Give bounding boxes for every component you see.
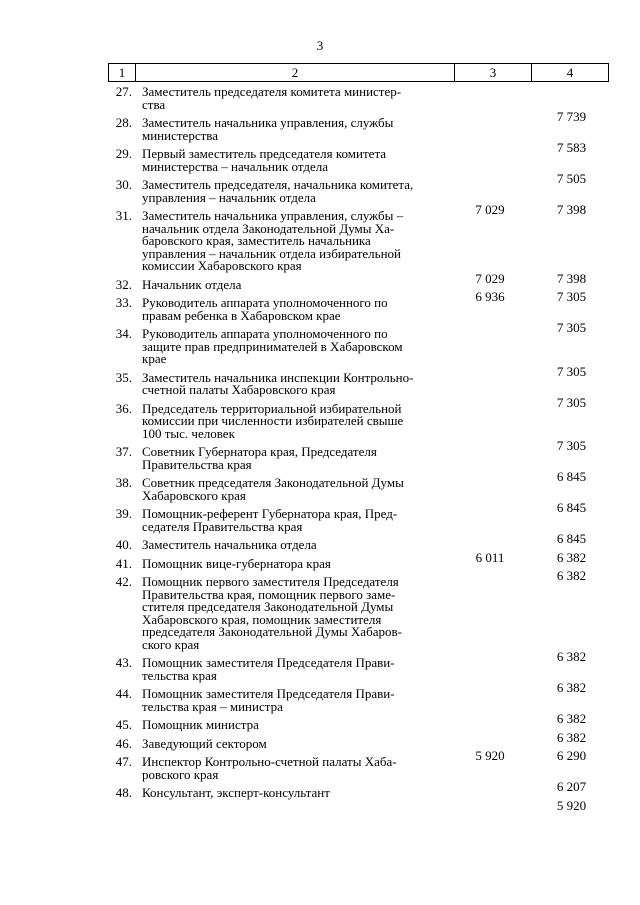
position-title: Заведующий сектором	[142, 735, 267, 751]
salary-column-4: 6 382	[556, 649, 587, 664]
position-title: Руководитель аппарата уполномоченного по правам ребенка в Хабаровском крае	[142, 295, 388, 323]
salary-column-4: 7 305	[556, 320, 587, 335]
row-number: 46.	[115, 735, 132, 751]
position-title: Первый заместитель председателя комитета министерства – начальник отдела	[142, 146, 387, 174]
position-title: Заместитель начальника инспекции Контрольно- счетной палаты Хабаровского края	[142, 369, 414, 397]
row-number: 36.	[115, 400, 132, 416]
salary-column-4: 6 382	[556, 711, 587, 726]
row-number: 45.	[115, 717, 132, 732]
salary-column-4: 7 305	[556, 438, 587, 453]
row-number: 43.	[115, 655, 132, 670]
column-header-3: 3	[455, 64, 532, 82]
row-number: 33.	[115, 295, 132, 310]
column-header-2: 2	[136, 64, 455, 82]
position-title: Помощник заместителя Председателя Прави- тельства края – министра	[142, 686, 395, 714]
row-number: 34.	[115, 326, 132, 341]
salary-column-4: 6 382	[556, 729, 587, 745]
position-title: Председатель территориальной избирательной комиссии при численности избирателей свыше 100 тыс. человек	[142, 400, 404, 441]
row-number: 27.	[115, 84, 132, 99]
salary-column-4: 5 920	[556, 797, 587, 813]
row-number: 42.	[115, 574, 132, 589]
salary-column-4: 7 505	[556, 171, 587, 186]
salary-column-4: 6 382	[556, 568, 587, 583]
salary-column-3: 6 011	[475, 549, 505, 565]
row-number: 40.	[115, 537, 132, 552]
column-header-4: 4	[532, 64, 609, 82]
salary-column-4: 7 583	[556, 140, 587, 155]
row-number: 35.	[115, 369, 132, 385]
salary-column-3: 6 936	[475, 289, 505, 304]
row-number: 31.	[115, 208, 132, 223]
position-title: Заместитель председателя, начальника комитета, управления – начальник отдела	[142, 177, 414, 205]
salary-column-4: 6 382	[556, 680, 587, 695]
row-number: 48.	[115, 785, 132, 800]
salary-column-4: 7 739	[556, 109, 587, 124]
position-title: Заместитель председателя комитета министер- ства	[142, 84, 402, 112]
salary-column-3: 5 920	[475, 748, 505, 763]
salary-column-4: 6 207	[556, 779, 587, 794]
row-number: 44.	[115, 686, 132, 701]
salary-column-4: 7 398	[556, 202, 587, 217]
position-title: Заместитель начальника управления, службы министерства	[142, 115, 394, 143]
position-title: Помощник заместителя Председателя Прави- тельства края	[142, 655, 395, 683]
salary-column-3: 7 029	[475, 202, 505, 217]
position-title: Помощник вице-губернатора края	[142, 555, 331, 571]
salary-column-4: 6 845	[556, 500, 587, 515]
column-header-row	[109, 64, 609, 82]
row-number: 41.	[115, 555, 132, 571]
salary-column-4: 6 290	[556, 748, 587, 763]
column-header-1: 1	[109, 64, 136, 82]
salary-column-3: 7 029	[475, 270, 505, 286]
row-number: 38.	[115, 475, 132, 490]
row-number: 47.	[115, 754, 132, 769]
position-title: Помощник-референт Губернатора края, Пред- седателя Правительства края	[142, 506, 398, 534]
row-number: 39.	[115, 506, 132, 521]
position-title: Инспектор Контрольно-счетной палаты Хаба- ровского края	[142, 754, 397, 782]
salary-column-4: 7 305	[556, 363, 587, 379]
salary-column-4: 6 845	[556, 531, 587, 546]
row-number: 28.	[115, 115, 132, 130]
column-header-table	[108, 63, 609, 82]
position-title: Заместитель начальника отдела	[142, 537, 317, 552]
row-number: 32.	[115, 276, 132, 292]
position-title: Помощник министра	[142, 717, 259, 732]
position-title: Помощник первого заместителя Председателя Правительства края, помощник первого заме- стителя председателя Законодательной Думы Хабаровского края, помощник заместителя председателя Законодательной Думы Хабаров- ского края	[142, 574, 402, 652]
salary-column-4: 6 382	[556, 549, 587, 565]
row-number: 30.	[115, 177, 132, 192]
page-number: 3	[316, 38, 324, 53]
salary-column-4: 7 398	[556, 270, 587, 286]
position-title: Советник Губернатора края, Председателя Правительства края	[142, 444, 377, 472]
position-title: Начальник отдела	[142, 276, 242, 292]
salary-column-4: 6 845	[556, 469, 587, 484]
position-title: Заместитель начальника управления, службы – начальник отдела Законодательной Думы Ха- баровского края, заместитель начальника управления – начальник отдела избирательной комиссии Хабаровского края	[142, 208, 404, 273]
position-title: Советник председателя Законодательной Думы Хабаровского края	[142, 475, 404, 503]
position-title: Руководитель аппарата уполномоченного по защите прав предпринимателей в Хабаровском крае	[142, 326, 403, 366]
salary-column-4: 7 305	[556, 394, 587, 410]
row-number: 37.	[115, 444, 132, 459]
salary-column-4: 7 305	[556, 289, 587, 304]
position-title: Консультант, эксперт-консультант	[142, 785, 330, 800]
row-number: 29.	[115, 146, 132, 161]
table-body	[0, 84, 640, 813]
